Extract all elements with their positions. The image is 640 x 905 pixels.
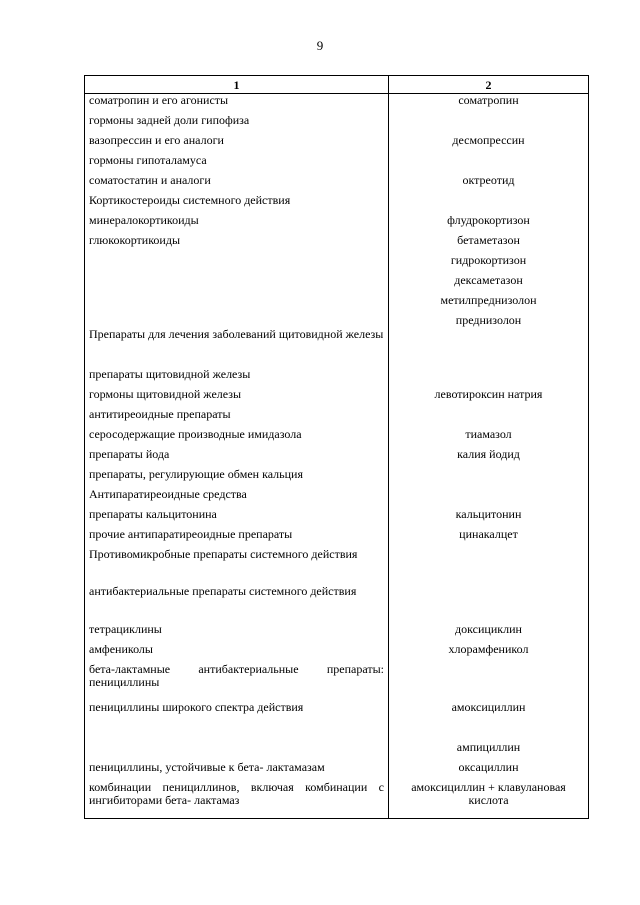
drug-name-cell — [389, 585, 589, 623]
drug-name-cell — [389, 663, 589, 701]
classification-cell — [85, 741, 389, 761]
drug-name-cell: преднизолон — [389, 314, 589, 328]
drug-name-cell: оксациллин — [389, 761, 589, 781]
drug-name-cell: хлорамфеникол — [389, 643, 589, 663]
drug-name-cell: амоксициллин — [389, 701, 589, 741]
table-row — [85, 154, 589, 174]
table-row — [85, 663, 589, 701]
classification-cell — [85, 274, 389, 294]
classification-cell: гормоны гипоталамуса — [85, 154, 389, 174]
drug-name-cell: дексаметазон — [389, 274, 589, 294]
table-row — [85, 701, 589, 741]
table-row — [85, 328, 589, 368]
table-row — [85, 585, 589, 623]
classification-cell: гормоны задней доли гипофиза — [85, 114, 389, 134]
classification-cell — [85, 254, 389, 274]
drug-classification-table — [84, 75, 589, 819]
table-row — [85, 508, 589, 528]
table-row — [85, 94, 589, 114]
classification-cell: антибактериальные препараты системного действия — [85, 585, 389, 623]
drug-name-cell — [389, 328, 589, 368]
classification-cell: тетрациклины — [85, 623, 389, 643]
classification-cell: пенициллины широкого спектра действия — [85, 701, 389, 741]
table-row — [85, 134, 589, 154]
table-row — [85, 548, 589, 585]
drug-name-cell: тиамазол — [389, 428, 589, 448]
drug-name-cell: бетаметазон — [389, 234, 589, 254]
table-row — [85, 368, 589, 388]
classification-cell: препараты кальцитонина — [85, 508, 389, 528]
drug-name-cell: метилпреднизолон — [389, 294, 589, 314]
drug-name-cell — [389, 154, 589, 174]
table-row — [85, 761, 589, 781]
classification-cell: препараты йода — [85, 448, 389, 468]
classification-cell: прочие антипаратиреоидные препараты — [85, 528, 389, 548]
drug-name-cell: соматропин — [389, 94, 589, 114]
drug-name-cell: амоксициллин + клавулановая кислота — [389, 781, 589, 819]
table-row — [85, 468, 589, 488]
classification-cell: препараты щитовидной железы — [85, 368, 389, 388]
column-header-1: 1 — [85, 76, 389, 94]
drug-name-cell: десмопрессин — [389, 134, 589, 154]
classification-cell: антитиреоидные препараты — [85, 408, 389, 428]
table-header-row — [85, 76, 589, 94]
classification-cell: Препараты для лечения заболеваний щитовидной железы — [85, 328, 389, 368]
classification-cell: глюкокортикоиды — [85, 234, 389, 254]
table-row — [85, 408, 589, 428]
drug-name-cell: октреотид — [389, 174, 589, 194]
classification-cell: Кортикостероиды системного действия — [85, 194, 389, 214]
drug-name-cell — [389, 548, 589, 585]
table-row — [85, 781, 589, 819]
classification-cell: минералокортикоиды — [85, 214, 389, 234]
drug-name-cell — [389, 368, 589, 388]
column-header-2: 2 — [389, 76, 589, 94]
classification-cell: соматропин и его агонисты — [85, 94, 389, 114]
drug-name-cell — [389, 408, 589, 428]
drug-name-cell: доксициклин — [389, 623, 589, 643]
table-row — [85, 643, 589, 663]
table-row — [85, 741, 589, 761]
classification-cell: бета-лактамные антибактериальные препараты: пенициллины — [85, 663, 389, 701]
table-row — [85, 528, 589, 548]
classification-cell — [85, 294, 389, 314]
table-row — [85, 174, 589, 194]
table-row — [85, 623, 589, 643]
classification-cell: амфениколы — [85, 643, 389, 663]
drug-name-cell: цинакалцет — [389, 528, 589, 548]
table-row — [85, 314, 589, 328]
drug-name-cell — [389, 468, 589, 488]
classification-cell: гормоны щитовидной железы — [85, 388, 389, 408]
table-row — [85, 294, 589, 314]
drug-name-cell: левотироксин натрия — [389, 388, 589, 408]
table-row — [85, 254, 589, 274]
drug-name-cell: кальцитонин — [389, 508, 589, 528]
classification-cell: Противомикробные препараты системного действия — [85, 548, 389, 585]
table-row — [85, 388, 589, 408]
drug-name-cell: гидрокортизон — [389, 254, 589, 274]
table-row — [85, 114, 589, 134]
classification-cell: соматостатин и аналоги — [85, 174, 389, 194]
drug-name-cell — [389, 194, 589, 214]
classification-cell: препараты, регулирующие обмен кальция — [85, 468, 389, 488]
classification-cell: серосодержащие производные имидазола — [85, 428, 389, 448]
classification-cell — [85, 314, 389, 328]
classification-cell: пенициллины, устойчивые к бета- лактамазам — [85, 761, 389, 781]
classification-cell: Антипаратиреоидные средства — [85, 488, 389, 508]
table-row — [85, 214, 589, 234]
drug-name-cell: калия йодид — [389, 448, 589, 468]
drug-name-cell: флудрокортизон — [389, 214, 589, 234]
drug-name-cell — [389, 114, 589, 134]
drug-name-cell — [389, 488, 589, 508]
table-row — [85, 428, 589, 448]
table-row — [85, 448, 589, 468]
table-row — [85, 234, 589, 254]
table-row — [85, 488, 589, 508]
table-row — [85, 194, 589, 214]
table-row — [85, 274, 589, 294]
page-number: 9 — [316, 38, 324, 53]
classification-cell: вазопрессин и его аналоги — [85, 134, 389, 154]
drug-name-cell: ампициллин — [389, 741, 589, 761]
classification-cell: комбинации пенициллинов, включая комбинации с ингибиторами бета- лактамаз — [85, 781, 389, 819]
